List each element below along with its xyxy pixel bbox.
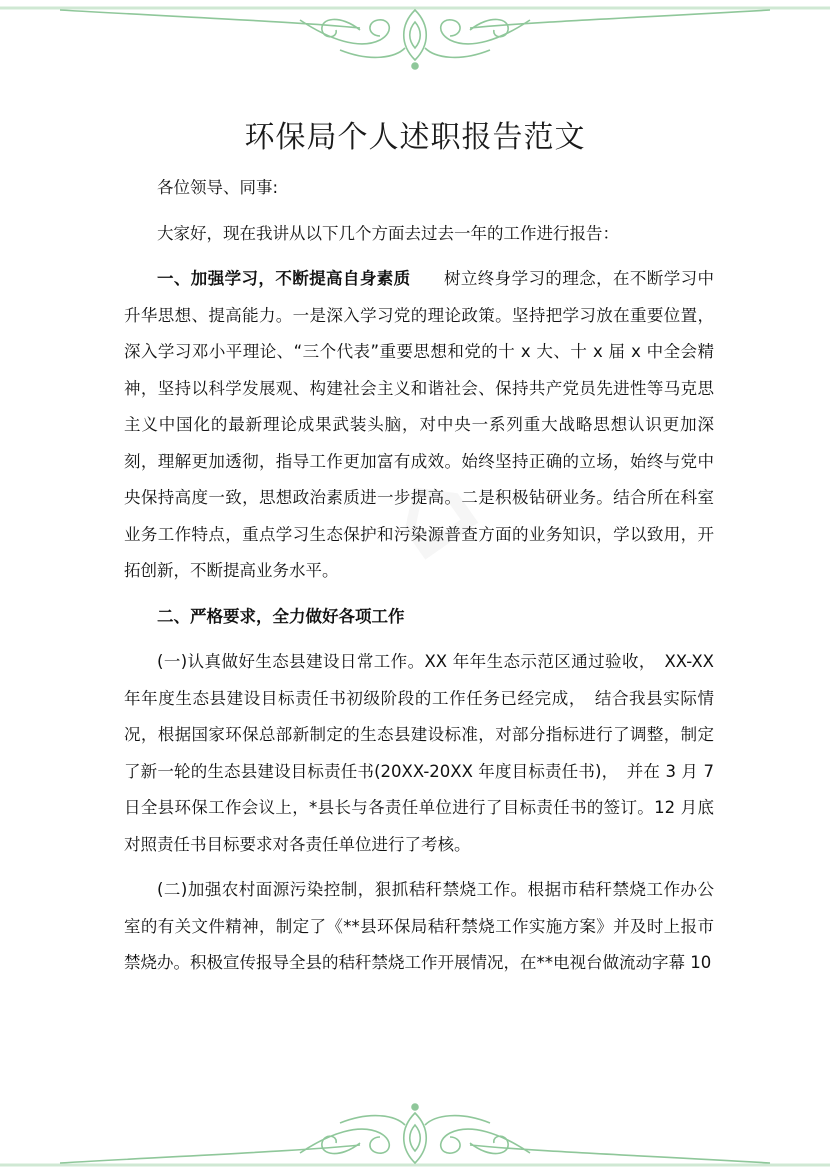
intro-paragraph: 大家好，现在我讲从以下几个方面去过去一年的工作进行报告： xyxy=(157,223,619,243)
document-title: 环保局个人述职报告范文 xyxy=(244,120,586,155)
top-scroll-ornament-icon xyxy=(0,8,830,69)
section2-item2: (二)加强农村面源污染控制，狠抓秸秆禁烧工作。根据市秸秆禁烧工作办公室的有关文件精神，制定了《**县环保局秸秆禁烧工作实施方案》并及时上报市禁烧办。积极宣传报导全县的秸秆禁烧工作开展情况，在**电视台做流动字幕 10 xyxy=(124,880,714,972)
section1-body: 树立终身学习的理念，在不断学习中升华思想、提高能力。一是深入学习党的理论政策。坚持把学习放在重要位置，深入学习邓小平理论、“三个代表”重要思想和党的十 x 大、十 x 届 x 中全会精神，坚持以科学发展观、构建社会主义和谐社会、保持共产党员先进性等马克思主义中国化的最新理论成果武装头脑，对中央一系列重大战略思想认识更加深刻，理解更加透彻，指导工作更加富有成效。始终坚持正确的立场，始终与党中央保持高度一致，思想政治素质进一步提高。二是积极钻研业务。结合所在科室业务工作特点，重点学习生态保护和污染源普查方面的业务知识，学以致用，开拓创新，不断提高业务水平。 xyxy=(124,269,715,580)
section2-item1: (一)认真做好生态县建设日常工作。XX 年年生态示范区通过验收， XX-XX 年年度生态县建设目标责任书初级阶段的工作任务已经完成， 结合我县实际情况，根据国家环保总部新制定的生态县建设标准，对部分指标进行了调整，制定了新一轮的生态县建设目标责任书(20XX-20XX 年度目标责任书)， 并在 3 月 7 日全县环保工作会议上，*县长与各责任单位进行了目标责任书的签订。12 月底对照责任书目标要求对各责任单位进行了考核。 xyxy=(124,652,714,854)
document-body xyxy=(124,170,714,982)
section1-heading: 一、加强学习，不断提高自身素质 xyxy=(157,269,411,288)
top-decorative-border xyxy=(0,0,830,80)
watermark: ⌂ xyxy=(361,434,499,586)
section2-heading: 二、严格要求，全力做好各项工作 xyxy=(157,606,405,626)
greeting: 各位领导、同事: xyxy=(157,178,279,197)
bottom-decorative-border xyxy=(0,1093,830,1173)
section1-paragraph xyxy=(124,261,714,590)
bottom-scroll-ornament-icon xyxy=(0,1104,830,1165)
